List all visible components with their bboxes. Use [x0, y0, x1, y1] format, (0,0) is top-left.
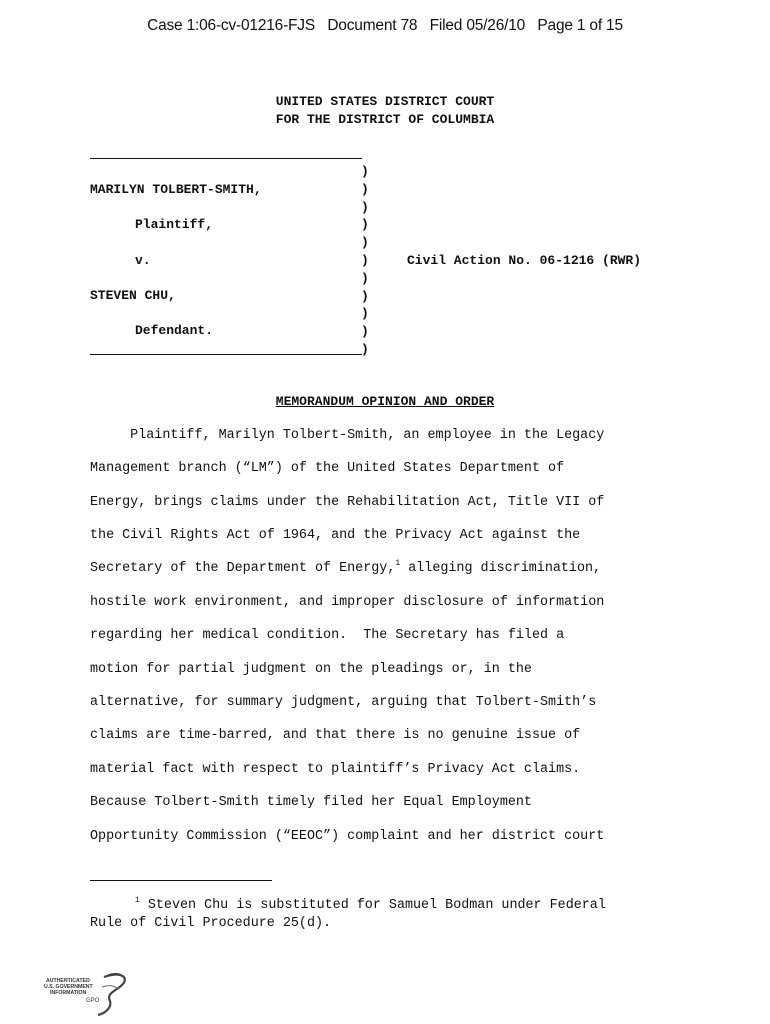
- logo-text: AUTHENTICATED: [46, 978, 90, 984]
- footnote-line: Rule of Civil Procedure 25(d).: [90, 916, 332, 931]
- case-header: Case 1:06-cv-01216-FJS Document 78 Filed 05/26/10 Page 1 of 15: [147, 17, 623, 34]
- court-name: UNITED STATES DISTRICT COURT: [275, 94, 495, 109]
- plaintiff-role: Plaintiff,: [135, 217, 214, 232]
- logo-text: U.S. GOVERNMENT: [44, 984, 93, 990]
- caption-paren: ): [361, 270, 369, 286]
- footnote-text: Steven Chu is substituted for Samuel Bodman under Federal: [139, 898, 606, 913]
- body-line: material fact with respect to plaintiff’s Privacy Act claims.: [90, 762, 581, 777]
- body-line: alternative, for summary judgment, arguing that Tolbert-Smith’s: [90, 695, 597, 710]
- caption-paren-column: [361, 163, 373, 359]
- caption-rule-top: [90, 158, 362, 159]
- footnote-mark: 1: [135, 896, 140, 905]
- body-line-text: Secretary of the Department of Energy,: [90, 561, 396, 576]
- eagle-icon: [98, 975, 125, 1015]
- body-line: hostile work environment, and improper disclosure of information: [90, 595, 605, 610]
- footnote-separator: [90, 880, 272, 881]
- body-line-text: alleging discrimination,: [400, 561, 602, 576]
- civil-action-number: Civil Action No. 06-1216 (RWR): [407, 253, 642, 268]
- caption-paren: ): [361, 199, 369, 215]
- body-line: Energy, brings claims under the Rehabilitation Act, Title VII of: [90, 495, 605, 510]
- body-line: claims are time-barred, and that there is no genuine issue of: [90, 728, 581, 743]
- body-line: Opportunity Commission (“EEOC”) complaint and her district court: [90, 829, 605, 844]
- court-district: FOR THE DISTRICT OF COLUMBIA: [275, 112, 495, 127]
- defendant-role: Defendant.: [135, 323, 214, 338]
- caption-paren: ): [361, 341, 369, 357]
- footnote-reference: 1: [395, 559, 401, 568]
- caption-paren: ): [361, 324, 369, 340]
- logo-text: GPO: [86, 998, 100, 1004]
- document-title: MEMORANDUM OPINION AND ORDER: [275, 394, 495, 409]
- body-line: the Civil Rights Act of 1964, and the Privacy Act against the: [90, 528, 581, 543]
- body-line: Plaintiff, Marilyn Tolbert-Smith, an employee in the Legacy: [90, 428, 605, 443]
- caption-paren: ): [361, 306, 369, 322]
- body-line: Management branch (“LM”) of the United States Department of: [90, 461, 565, 476]
- footnote-line: [135, 897, 606, 915]
- body-line: regarding her medical condition. The Secretary has filed a: [90, 628, 565, 643]
- caption-paren: ): [361, 217, 369, 233]
- logo-text: INFORMATION: [50, 990, 87, 996]
- defendant-name: STEVEN CHU,: [90, 288, 176, 303]
- body-line: Because Tolbert-Smith timely filed her Equal Employment: [90, 795, 532, 810]
- versus-label: v.: [135, 253, 151, 268]
- body-line: motion for partial judgment on the pleadings or, in the: [90, 662, 532, 677]
- caption-paren: ): [361, 288, 369, 304]
- eagle-icon: [102, 986, 118, 989]
- gpo-authentication-logo: [44, 971, 134, 1017]
- caption-rule-bottom: [90, 354, 362, 355]
- plaintiff-name: MARILYN TOLBERT-SMITH,: [90, 182, 262, 197]
- caption-paren: ): [361, 164, 369, 179]
- caption-paren: ): [361, 252, 369, 268]
- caption-paren: ): [361, 181, 369, 197]
- caption-paren: ): [361, 235, 369, 251]
- body-line-with-footnote: [90, 560, 601, 578]
